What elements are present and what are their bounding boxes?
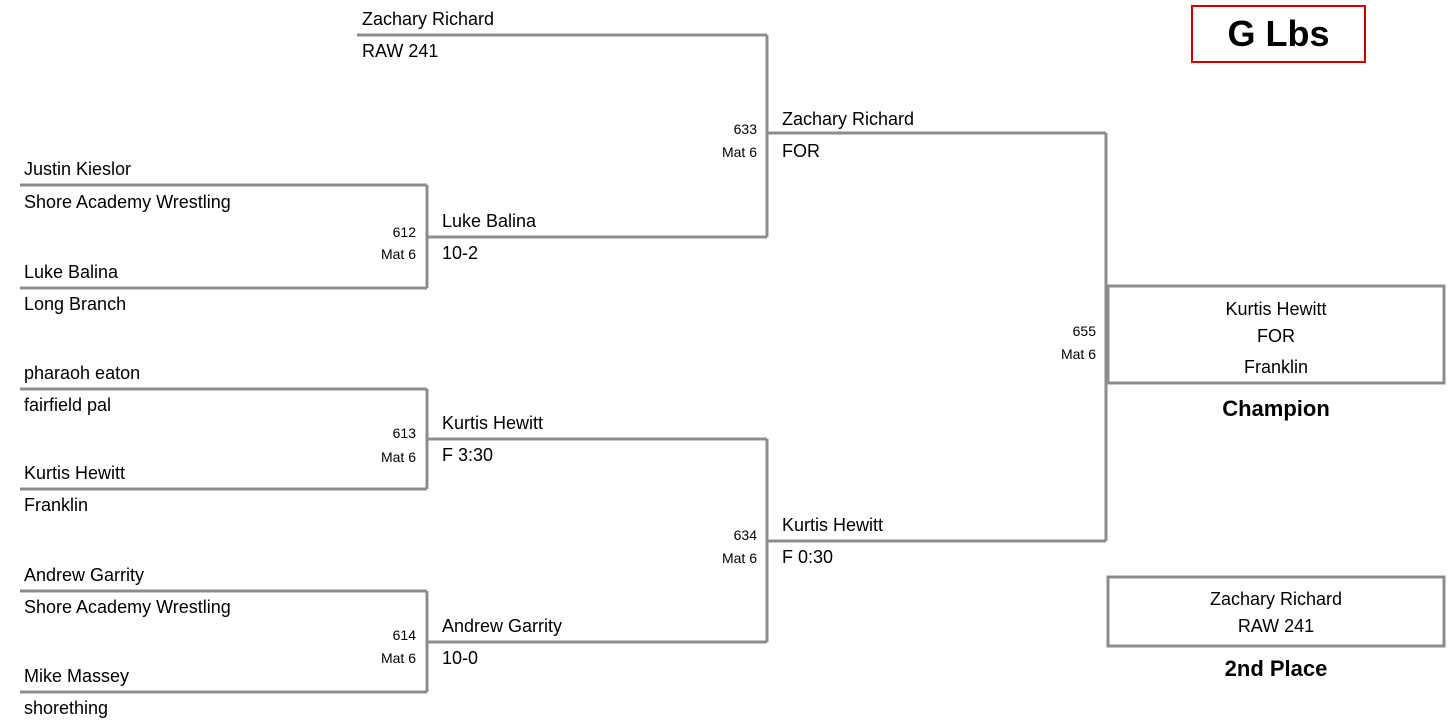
advancing-wrestler-name: Kurtis Hewitt bbox=[442, 413, 544, 433]
champion-result: FOR bbox=[1257, 326, 1295, 346]
wrestler-team: Shore Academy Wrestling bbox=[24, 597, 231, 617]
champion-name: Kurtis Hewitt bbox=[1225, 299, 1327, 319]
advancing-wrestler-name: Andrew Garrity bbox=[442, 616, 563, 636]
mat-number: Mat 6 bbox=[721, 550, 757, 566]
wrestler-team: Franklin bbox=[24, 495, 89, 515]
mat-number: Mat 6 bbox=[1060, 346, 1096, 362]
wrestler-name: pharaoh eaton bbox=[24, 363, 141, 383]
advancing-wrestler-name: Luke Balina bbox=[442, 211, 537, 231]
wrestler-name: Mike Massey bbox=[24, 666, 130, 686]
second-place-name: Zachary Richard bbox=[1209, 589, 1343, 609]
champion-label: Champion bbox=[1222, 396, 1330, 421]
bout-number: 613 bbox=[392, 425, 416, 441]
bout-result: 10-0 bbox=[442, 648, 479, 668]
second-place-result: RAW 241 bbox=[1237, 616, 1315, 636]
bout-number: 612 bbox=[392, 224, 416, 240]
bout-number: 655 bbox=[1072, 323, 1096, 339]
bout-result: FOR bbox=[782, 141, 820, 161]
wrestler-team: fairfield pal bbox=[24, 395, 112, 415]
wrestler-name: Luke Balina bbox=[24, 262, 119, 282]
wrestler-team: Shore Academy Wrestling bbox=[24, 192, 231, 212]
bout-result: F 3:30 bbox=[442, 445, 494, 465]
wrestler-name: Kurtis Hewitt bbox=[24, 463, 126, 483]
bout-result: 10-2 bbox=[442, 243, 479, 263]
bout-number: 633 bbox=[733, 121, 757, 137]
advancing-wrestler-name: Kurtis Hewitt bbox=[782, 515, 884, 535]
second-place-label: 2nd Place bbox=[1224, 656, 1328, 681]
bout-number: 614 bbox=[392, 627, 416, 643]
bye-wrestler-result: RAW 241 bbox=[362, 41, 439, 61]
champion-team: Franklin bbox=[1243, 357, 1309, 377]
wrestler-team: shorething bbox=[24, 698, 109, 718]
weight-class-label: G Lbs bbox=[1227, 13, 1330, 54]
bout-result: F 0:30 bbox=[782, 547, 834, 567]
mat-number: Mat 6 bbox=[721, 144, 757, 160]
weight-class-title bbox=[1191, 5, 1366, 63]
wrestler-name: Justin Kieslor bbox=[24, 159, 132, 179]
mat-number: Mat 6 bbox=[380, 449, 416, 465]
mat-number: Mat 6 bbox=[380, 650, 416, 666]
bye-wrestler-name: Zachary Richard bbox=[362, 9, 495, 29]
advancing-wrestler-name: Zachary Richard bbox=[782, 109, 915, 129]
wrestler-team: Long Branch bbox=[24, 294, 127, 314]
bout-number: 634 bbox=[733, 527, 757, 543]
mat-number: Mat 6 bbox=[380, 246, 416, 262]
wrestler-name: Andrew Garrity bbox=[24, 565, 145, 585]
